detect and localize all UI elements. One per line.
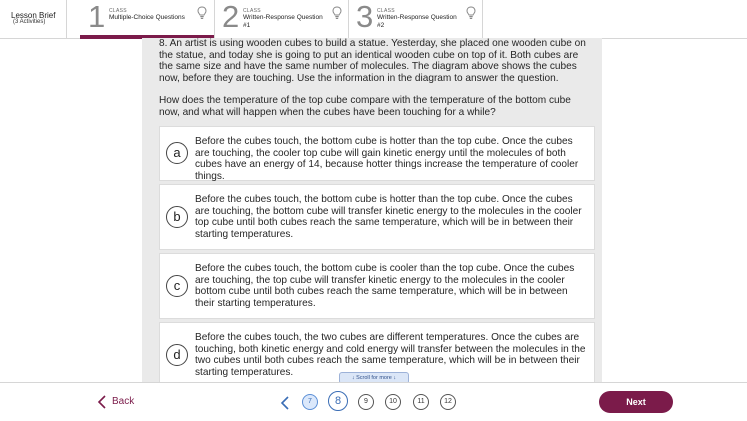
lightbulb-icon[interactable] [332,6,342,20]
option-letter[interactable]: c [166,275,188,297]
activity-number: 1 [88,0,106,34]
option-letter[interactable]: b [166,206,188,228]
activity-number: 3 [356,0,374,34]
activity-tab-1[interactable] [80,0,215,38]
option-text: Before the cubes touch, the bottom cube is hotter than the top cube. Once the cubes are touching, the bottom cube will transfer kinetic energy to the molecules in the cooler top cube until both cubes reach the same temperature, which will be in between their starting temperatures. [195,194,582,240]
page-button-9[interactable]: 9 [358,394,374,410]
question-prompt: How does the temperature of the top cube compare with the temperature of the bottom cube now, and what will happen when the cubes have been touching for a while? [159,95,571,118]
next-button[interactable]: Next [599,391,673,413]
page-button-7[interactable]: 7 [302,394,318,410]
activity-kind: CLASS [243,8,261,14]
lightbulb-icon[interactable] [466,6,476,20]
scroll-for-more-button[interactable]: ↓ Scroll for more ↓ [339,372,409,384]
lesson-brief-title: Lesson Brief [11,11,56,20]
lesson-brief-count: (3 Activities) [13,19,46,25]
activity-kind: CLASS [377,8,395,14]
option-text: Before the cubes touch, the bottom cube is cooler than the top cube. Once the cubes are touching, the top cube will transfer kinetic energy to the molecules in the cooler bottom cube until both cubes reach the same temperature, which will be in between their starting temperatures. [195,263,575,309]
activity-kind: CLASS [109,8,127,14]
activity-tab-2[interactable] [214,0,349,38]
option-text: Before the cubes touch, the bottom cube is hotter than the top cube. Once the cubes are touching, the cooler top cube will gain kinetic energy until the molecules of both cubes have an energy of 14, because hotter things increase the temperature of cooler things. [195,136,579,182]
activity-tab-3[interactable] [348,0,483,38]
chevron-left-icon[interactable] [280,396,290,410]
activity-header [0,0,747,39]
answer-option-a[interactable] [159,126,595,181]
activity-title: Written-Response Question #2 [377,14,457,29]
back-label: Back [112,396,135,407]
activity-title: Multiple-Choice Questions [109,14,185,21]
activity-number: 2 [222,0,240,34]
chevron-left-icon [97,395,107,409]
page-button-8[interactable]: 8 [328,391,348,411]
question-panel[interactable] [142,38,602,382]
lightbulb-icon[interactable] [197,6,207,20]
navigation-footer [0,382,747,421]
answer-option-c[interactable] [159,253,595,319]
page-button-11[interactable]: 11 [413,394,429,410]
option-text: Before the cubes touch, the two cubes are different temperatures. Once the cubes are touching, both kinetic energy and cold energy will transfer between the molecules in the two cubes until both cubes reach the same temperature, which will be in between their starting temperatures. [195,332,586,378]
page-button-10[interactable]: 10 [385,394,401,410]
lesson-brief-tab[interactable] [0,0,67,38]
option-letter[interactable]: a [166,142,188,164]
page-button-12[interactable]: 12 [440,394,456,410]
activity-title: Written-Response Question #1 [243,14,323,29]
question-stem: 8. An artist is using wooden cubes to build a statue. Yesterday, she placed one wooden cube on the statue, and today she is going to put an identical wooden cube on top of it. Both cubes are the same size and have the same number of molecules. The diagram above shows the cubes now, before they are touching. Use the information in the diagram to answer the question. [159,38,586,84]
option-letter[interactable]: d [166,344,188,366]
answer-option-b[interactable] [159,184,595,250]
